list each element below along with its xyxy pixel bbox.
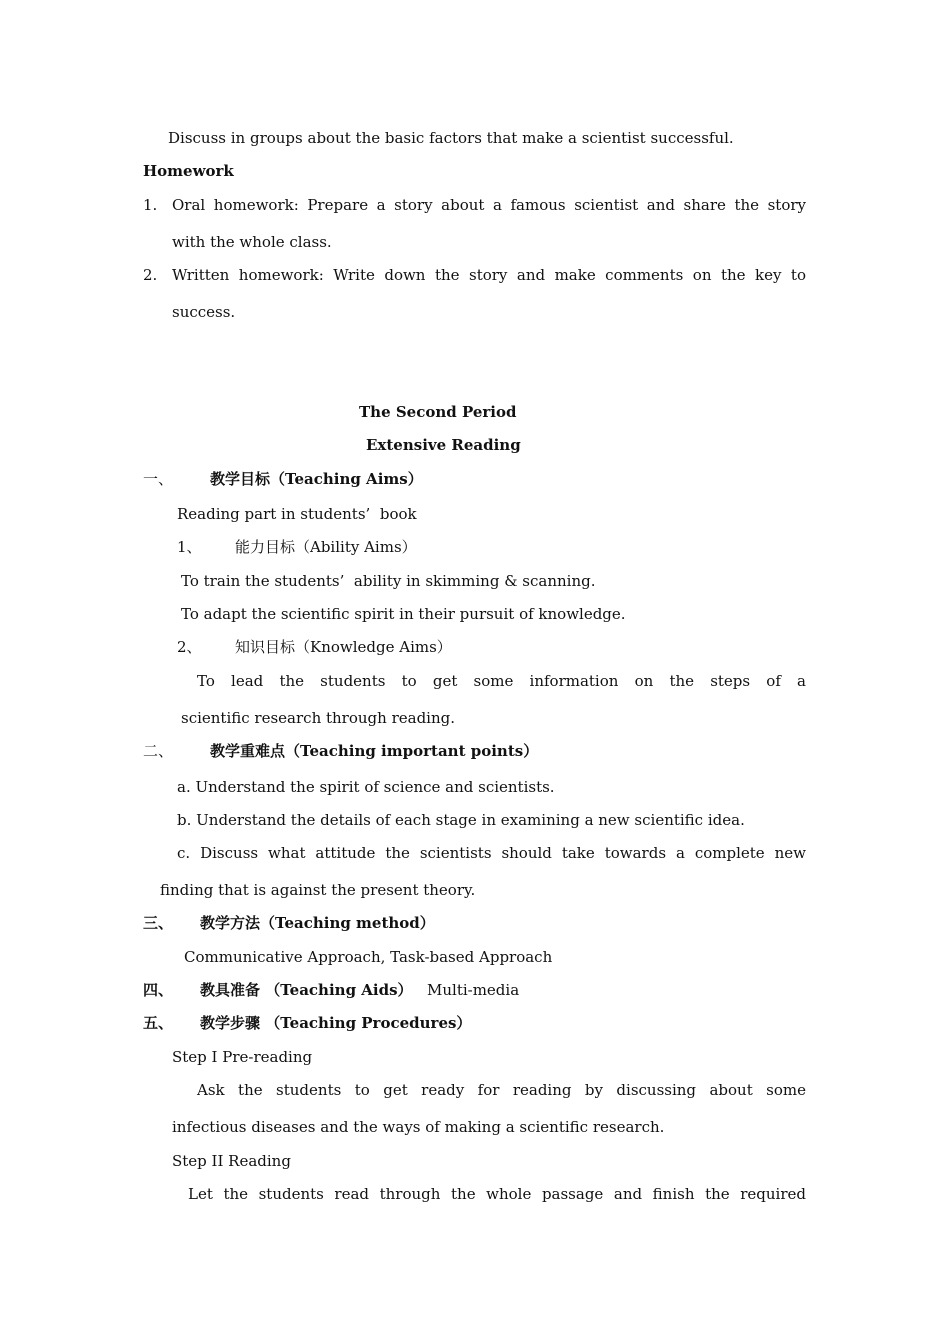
ability-aims-line1: To train the students’ ability in skimming & scanning. <box>181 572 596 590</box>
hw2-number: 2. <box>143 266 158 284</box>
section3-number: 三、 <box>143 914 174 932</box>
ability-aims-title: 能力目标（Ability Aims） <box>235 538 417 556</box>
point-b: b. Understand the details of each stage in examining a new scientific idea. <box>177 811 745 829</box>
hw1-number: 1. <box>143 196 158 214</box>
knowledge-aims-line1: To lead the students to get some information on the steps of a <box>197 672 806 690</box>
section1-intro: Reading part in students’ book <box>177 505 417 523</box>
section4-number: 四、 <box>143 981 174 999</box>
discuss-line: Discuss in groups about the basic factors that make a scientist successful. <box>168 129 734 147</box>
step1-line2: infectious diseases and the ways of making a scientific research. <box>172 1118 665 1136</box>
section1-number: 一、 <box>143 470 174 488</box>
step1-title: Step I Pre-reading <box>172 1048 313 1066</box>
point-c-line2: finding that is against the present theory. <box>160 881 476 899</box>
step2-line1: Let the students read through the whole passage and finish the required <box>188 1185 806 1203</box>
step2-title: Step II Reading <box>172 1152 291 1170</box>
knowledge-aims-title: 知识目标（Knowledge Aims） <box>235 638 452 656</box>
section5-heading: 教学步骤 （Teaching Procedures） <box>200 1014 472 1032</box>
section2-number: 二、 <box>143 742 174 760</box>
knowledge-aims-number: 2、 <box>177 638 202 656</box>
ability-aims-line2: To adapt the scientific spirit in their pursuit of knowledge. <box>181 605 626 623</box>
hw1-line1: Oral homework: Prepare a story about a famous scientist and share the story <box>172 196 806 214</box>
section4-heading: 教具准备 （Teaching Aids） <box>200 981 413 999</box>
homework-heading: Homework <box>143 162 234 180</box>
knowledge-aims-line2: scientific research through reading. <box>181 709 455 727</box>
section4-body: Multi-media <box>427 981 520 999</box>
section5-number: 五、 <box>143 1014 174 1032</box>
section1-heading: 教学目标（Teaching Aims） <box>210 470 423 488</box>
ability-aims-number: 1、 <box>177 538 202 556</box>
section3-body: Communicative Approach, Task-based Approach <box>184 948 553 966</box>
point-a: a. Understand the spirit of science and scientists. <box>177 778 555 796</box>
step1-line1: Ask the students to get ready for reading by discussing about some <box>197 1081 806 1099</box>
period-subtitle: Extensive Reading <box>366 436 521 454</box>
hw2-line2: success. <box>172 303 236 321</box>
section2-heading: 教学重难点（Teaching important points） <box>210 742 539 760</box>
hw2-line1: Written homework: Write down the story and make comments on the key to <box>172 266 806 284</box>
period-title: The Second Period <box>359 403 517 421</box>
section3-heading: 教学方法（Teaching method） <box>200 914 435 932</box>
point-c-line1: c. Discuss what attitude the scientists should take towards a complete new <box>177 844 806 862</box>
hw1-line2: with the whole class. <box>172 233 332 251</box>
